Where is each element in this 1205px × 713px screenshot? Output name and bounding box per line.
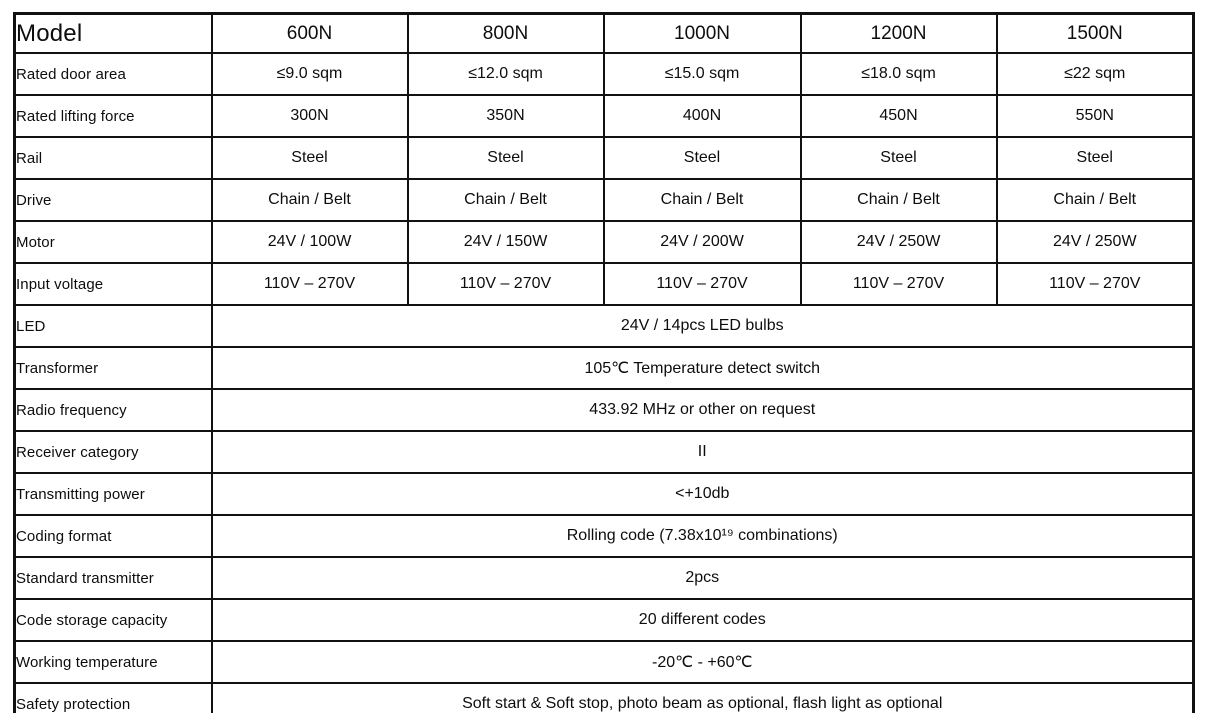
- model-column-header: 800N: [408, 14, 604, 54]
- model-column-header: 1000N: [604, 14, 801, 54]
- spec-row-working-temperature: [15, 641, 1194, 683]
- spec-value: 110V – 270V: [604, 263, 801, 305]
- spec-value: ≤9.0 sqm: [212, 53, 408, 95]
- spec-value: 450N: [801, 95, 997, 137]
- spec-value: Chain / Belt: [801, 179, 997, 221]
- row-label: Drive: [15, 179, 212, 221]
- spec-row-transformer: [15, 347, 1194, 389]
- spec-value: 24V / 200W: [604, 221, 801, 263]
- row-label: Radio frequency: [15, 389, 212, 431]
- row-label: Rated lifting force: [15, 95, 212, 137]
- spec-row-code-storage-capacity: [15, 599, 1194, 641]
- spec-value: Steel: [408, 137, 604, 179]
- spec-row-drive: [15, 179, 1194, 221]
- row-label: Working temperature: [15, 641, 212, 683]
- spec-row-rail: [15, 137, 1194, 179]
- spec-row-rated-door-area: [15, 53, 1194, 95]
- spec-value: ≤18.0 sqm: [801, 53, 997, 95]
- spec-value: 110V – 270V: [801, 263, 997, 305]
- spec-row-safety-protection: [15, 683, 1194, 713]
- row-label: Coding format: [15, 515, 212, 557]
- spec-value: ≤15.0 sqm: [604, 53, 801, 95]
- spec-value: 300N: [212, 95, 408, 137]
- model-column-header: 600N: [212, 14, 408, 54]
- row-label: Motor: [15, 221, 212, 263]
- spec-value-span: <+10db: [212, 473, 1194, 515]
- spec-value: 110V – 270V: [408, 263, 604, 305]
- table-header-row: [15, 14, 1194, 54]
- row-label: Transformer: [15, 347, 212, 389]
- spec-value: 350N: [408, 95, 604, 137]
- spec-row-input-voltage: [15, 263, 1194, 305]
- spec-value: 24V / 250W: [997, 221, 1194, 263]
- spec-value: Steel: [801, 137, 997, 179]
- row-label: Rated door area: [15, 53, 212, 95]
- spec-row-motor: [15, 221, 1194, 263]
- spec-value: Steel: [997, 137, 1194, 179]
- row-label: Receiver category: [15, 431, 212, 473]
- spec-value: 24V / 100W: [212, 221, 408, 263]
- spec-value: Steel: [212, 137, 408, 179]
- spec-row-radio-frequency: [15, 389, 1194, 431]
- spec-value: 550N: [997, 95, 1194, 137]
- row-label: LED: [15, 305, 212, 347]
- spec-row-coding-format: [15, 515, 1194, 557]
- model-row-label: Model: [15, 14, 212, 54]
- model-column-header: 1500N: [997, 14, 1194, 54]
- spec-row-receiver-category: [15, 431, 1194, 473]
- spec-value: Steel: [604, 137, 801, 179]
- spec-value: 24V / 150W: [408, 221, 604, 263]
- spec-value: 400N: [604, 95, 801, 137]
- spec-value-span: II: [212, 431, 1194, 473]
- spec-row-led: [15, 305, 1194, 347]
- spec-row-rated-lifting-force: [15, 95, 1194, 137]
- product-spec-table: [13, 12, 1195, 713]
- spec-value-span: -20℃ - +60℃: [212, 641, 1194, 683]
- spec-value-span: Rolling code (7.38x10¹⁹ combinations): [212, 515, 1194, 557]
- spec-value: Chain / Belt: [408, 179, 604, 221]
- spec-row-transmitting-power: [15, 473, 1194, 515]
- row-label: Input voltage: [15, 263, 212, 305]
- spec-value-span: 105℃ Temperature detect switch: [212, 347, 1194, 389]
- spec-value: Chain / Belt: [997, 179, 1194, 221]
- row-label: Standard transmitter: [15, 557, 212, 599]
- spec-value: 24V / 250W: [801, 221, 997, 263]
- spec-value-span: 24V / 14pcs LED bulbs: [212, 305, 1194, 347]
- spec-value-span: Soft start & Soft stop, photo beam as optional, flash light as optional: [212, 683, 1194, 713]
- spec-value-span: 20 different codes: [212, 599, 1194, 641]
- spec-value: ≤12.0 sqm: [408, 53, 604, 95]
- spec-value-span: 2pcs: [212, 557, 1194, 599]
- spec-value: Chain / Belt: [604, 179, 801, 221]
- spec-value: 110V – 270V: [212, 263, 408, 305]
- row-label: Transmitting power: [15, 473, 212, 515]
- spec-row-standard-transmitter: [15, 557, 1194, 599]
- spec-value-span: 433.92 MHz or other on request: [212, 389, 1194, 431]
- model-column-header: 1200N: [801, 14, 997, 54]
- spec-value: Chain / Belt: [212, 179, 408, 221]
- row-label: Code storage capacity: [15, 599, 212, 641]
- spec-value: 110V – 270V: [997, 263, 1194, 305]
- row-label: Safety protection: [15, 683, 212, 713]
- row-label: Rail: [15, 137, 212, 179]
- spec-value: ≤22 sqm: [997, 53, 1194, 95]
